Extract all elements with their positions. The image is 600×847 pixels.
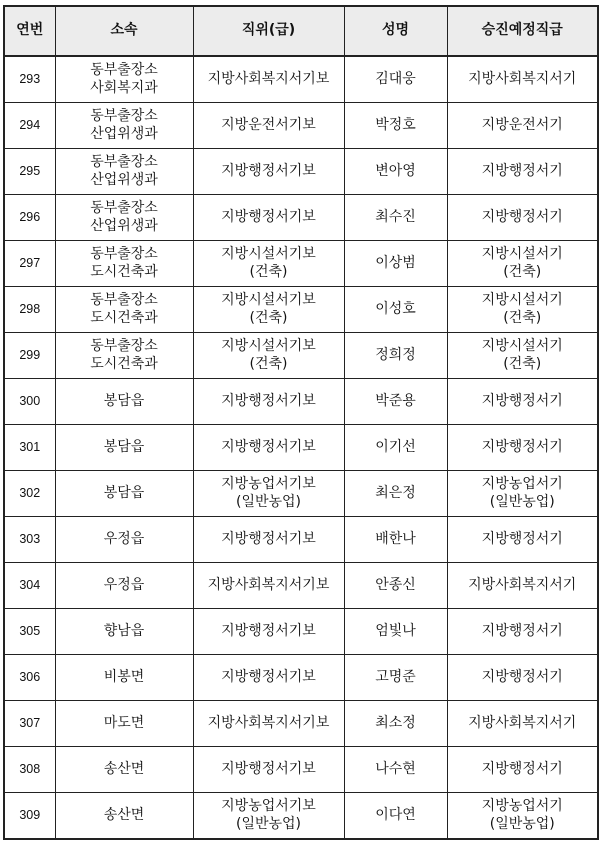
planned-promotion-grade-line: 지방행정서기 — [481, 622, 563, 639]
planned-promotion-grade-line: 지방행정서기 — [481, 392, 563, 409]
department-line: 동부출장소 — [90, 108, 158, 125]
department-line: 마도면 — [103, 714, 145, 731]
name-cell: 최소정 — [344, 701, 447, 747]
department-line: 향남읍 — [103, 622, 145, 639]
name-cell: 김대웅 — [344, 56, 447, 103]
position-grade-line: (일반농업) — [235, 815, 302, 832]
planned-promotion-grade-cell — [447, 425, 598, 471]
department-line: 동부출장소 — [90, 338, 158, 355]
name-cell: 나수현 — [344, 747, 447, 793]
position-grade-cell — [193, 563, 344, 609]
position-grade-cell — [193, 379, 344, 425]
name-cell: 이다연 — [344, 793, 447, 840]
department-cell — [55, 379, 193, 425]
header-row — [4, 6, 598, 56]
planned-promotion-grade-line: 지방행정서기 — [481, 208, 563, 225]
serial-number-cell: 300 — [4, 379, 55, 425]
planned-promotion-grade-line: (건축) — [503, 309, 542, 326]
table-row — [4, 655, 598, 701]
department-line: 동부출장소 — [90, 246, 158, 263]
position-grade-cell — [193, 287, 344, 333]
position-grade-line: 지방농업서기보 — [221, 476, 316, 493]
name-cell: 박준용 — [344, 379, 447, 425]
serial-number-cell: 303 — [4, 517, 55, 563]
name-cell: 안종신 — [344, 563, 447, 609]
table-row — [4, 56, 598, 103]
position-grade-cell — [193, 701, 344, 747]
planned-promotion-grade-line: (건축) — [503, 355, 542, 372]
position-grade-line: 지방행정서기보 — [221, 668, 316, 685]
table-body — [4, 56, 598, 839]
header-planned-promotion-grade: 승진예정직급 — [447, 6, 598, 56]
header-name: 성명 — [344, 6, 447, 56]
planned-promotion-grade-cell — [447, 241, 598, 287]
position-grade-cell — [193, 149, 344, 195]
serial-number-cell: 301 — [4, 425, 55, 471]
planned-promotion-grade-cell — [447, 563, 598, 609]
table-row — [4, 747, 598, 793]
position-grade-cell — [193, 471, 344, 517]
position-grade-line: 지방행정서기보 — [221, 392, 316, 409]
position-grade-cell — [193, 517, 344, 563]
department-cell — [55, 609, 193, 655]
name-cell: 이기선 — [344, 425, 447, 471]
department-line: 봉담읍 — [103, 438, 145, 455]
name-cell: 배한나 — [344, 517, 447, 563]
department-line: 동부출장소 — [90, 62, 158, 79]
planned-promotion-grade-line: 지방사회복지서기 — [468, 70, 577, 87]
table-row — [4, 103, 598, 149]
serial-number-cell: 302 — [4, 471, 55, 517]
planned-promotion-grade-line: 지방농업서기 — [481, 798, 563, 815]
department-line: 비봉면 — [103, 668, 145, 685]
department-cell — [55, 471, 193, 517]
name-cell: 박정호 — [344, 103, 447, 149]
department-line: 우정읍 — [103, 576, 145, 593]
table-row — [4, 563, 598, 609]
planned-promotion-grade-cell — [447, 701, 598, 747]
serial-number-cell: 296 — [4, 195, 55, 241]
planned-promotion-grade-line: (일반농업) — [489, 493, 555, 510]
position-grade-cell — [193, 333, 344, 379]
header-department: 소속 — [55, 6, 193, 56]
department-line: 산업위생과 — [90, 217, 158, 234]
department-cell — [55, 517, 193, 563]
position-grade-line: (일반농업) — [235, 493, 302, 510]
table-row — [4, 195, 598, 241]
department-line: 사회복지과 — [90, 79, 158, 96]
table-row — [4, 333, 598, 379]
position-grade-cell — [193, 425, 344, 471]
position-grade-line: 지방사회복지서기보 — [207, 714, 330, 731]
name-cell: 고명준 — [344, 655, 447, 701]
planned-promotion-grade-cell — [447, 747, 598, 793]
position-grade-line: 지방운전서기보 — [221, 116, 316, 133]
position-grade-line: 지방시설서기보 — [221, 338, 316, 355]
department-line: 동부출장소 — [90, 292, 158, 309]
planned-promotion-grade-line: (일반농업) — [489, 815, 555, 832]
planned-promotion-grade-cell — [447, 195, 598, 241]
serial-number-cell: 293 — [4, 56, 55, 103]
header-serial-number: 연번 — [4, 6, 55, 56]
planned-promotion-grade-cell — [447, 609, 598, 655]
position-grade-line: 지방행정서기보 — [221, 530, 316, 547]
serial-number-cell: 307 — [4, 701, 55, 747]
position-grade-cell — [193, 56, 344, 103]
department-line: 봉담읍 — [103, 484, 145, 501]
serial-number-cell: 295 — [4, 149, 55, 195]
table-row — [4, 241, 598, 287]
planned-promotion-grade-line: 지방시설서기 — [481, 292, 563, 309]
planned-promotion-grade-cell — [447, 149, 598, 195]
header-position-grade: 직위(급) — [193, 6, 344, 56]
serial-number-cell: 306 — [4, 655, 55, 701]
planned-promotion-grade-line: 지방사회복지서기 — [468, 576, 577, 593]
department-line: 산업위생과 — [90, 125, 158, 142]
department-cell — [55, 149, 193, 195]
table-row — [4, 287, 598, 333]
planned-promotion-grade-line: 지방행정서기 — [481, 162, 563, 179]
position-grade-line: 지방행정서기보 — [221, 162, 316, 179]
department-cell — [55, 241, 193, 287]
planned-promotion-grade-cell — [447, 333, 598, 379]
table-row — [4, 425, 598, 471]
department-cell — [55, 655, 193, 701]
department-cell — [55, 425, 193, 471]
planned-promotion-grade-line: 지방운전서기 — [481, 116, 563, 133]
planned-promotion-grade-cell — [447, 471, 598, 517]
serial-number-cell: 294 — [4, 103, 55, 149]
table-row — [4, 793, 598, 840]
planned-promotion-grade-line: 지방행정서기 — [481, 760, 563, 777]
department-cell — [55, 333, 193, 379]
department-cell — [55, 103, 193, 149]
planned-promotion-grade-cell — [447, 287, 598, 333]
department-cell — [55, 287, 193, 333]
position-grade-line: (건축) — [249, 309, 288, 326]
name-cell: 엄빛나 — [344, 609, 447, 655]
position-grade-cell — [193, 609, 344, 655]
serial-number-cell: 299 — [4, 333, 55, 379]
planned-promotion-grade-line: 지방사회복지서기 — [468, 714, 577, 731]
position-grade-line: 지방행정서기보 — [221, 208, 316, 225]
promotion-table — [3, 5, 599, 840]
department-line: 도시건축과 — [90, 309, 158, 326]
position-grade-line: 지방사회복지서기보 — [207, 70, 330, 87]
position-grade-line: 지방시설서기보 — [221, 246, 316, 263]
position-grade-cell — [193, 793, 344, 840]
planned-promotion-grade-cell — [447, 103, 598, 149]
serial-number-cell: 297 — [4, 241, 55, 287]
serial-number-cell: 298 — [4, 287, 55, 333]
table-row — [4, 149, 598, 195]
name-cell: 이상범 — [344, 241, 447, 287]
department-line: 우정읍 — [103, 530, 145, 547]
position-grade-cell — [193, 241, 344, 287]
department-line: 송산면 — [103, 806, 145, 823]
department-line: 동부출장소 — [90, 200, 158, 217]
serial-number-cell: 305 — [4, 609, 55, 655]
planned-promotion-grade-line: (건축) — [503, 263, 542, 280]
department-line: 도시건축과 — [90, 263, 158, 280]
planned-promotion-grade-line: 지방행정서기 — [481, 438, 563, 455]
position-grade-cell — [193, 195, 344, 241]
department-cell — [55, 195, 193, 241]
position-grade-line: 지방행정서기보 — [221, 438, 316, 455]
name-cell: 최은정 — [344, 471, 447, 517]
planned-promotion-grade-cell — [447, 56, 598, 103]
table-header — [4, 6, 598, 56]
position-grade-line: 지방행정서기보 — [221, 622, 316, 639]
department-line: 산업위생과 — [90, 171, 158, 188]
position-grade-line: (건축) — [249, 263, 288, 280]
planned-promotion-grade-cell — [447, 793, 598, 840]
serial-number-cell: 304 — [4, 563, 55, 609]
planned-promotion-grade-cell — [447, 655, 598, 701]
planned-promotion-grade-line: 지방행정서기 — [481, 668, 563, 685]
position-grade-line: 지방농업서기보 — [221, 798, 316, 815]
serial-number-cell: 309 — [4, 793, 55, 840]
department-line: 동부출장소 — [90, 154, 158, 171]
planned-promotion-grade-cell — [447, 517, 598, 563]
planned-promotion-grade-line: 지방농업서기 — [481, 476, 563, 493]
table-row — [4, 379, 598, 425]
department-cell — [55, 793, 193, 840]
table-row — [4, 517, 598, 563]
table-row — [4, 471, 598, 517]
position-grade-cell — [193, 655, 344, 701]
position-grade-line: (건축) — [249, 355, 288, 372]
name-cell: 정희정 — [344, 333, 447, 379]
department-cell — [55, 563, 193, 609]
name-cell: 이성호 — [344, 287, 447, 333]
name-cell: 변아영 — [344, 149, 447, 195]
department-cell — [55, 701, 193, 747]
department-cell — [55, 747, 193, 793]
position-grade-line: 지방사회복지서기보 — [207, 576, 330, 593]
position-grade-line: 지방행정서기보 — [221, 760, 316, 777]
planned-promotion-grade-line: 지방시설서기 — [481, 338, 563, 355]
department-cell — [55, 56, 193, 103]
planned-promotion-grade-line: 지방행정서기 — [481, 530, 563, 547]
department-line: 도시건축과 — [90, 355, 158, 372]
table-row — [4, 701, 598, 747]
position-grade-cell — [193, 747, 344, 793]
serial-number-cell: 308 — [4, 747, 55, 793]
planned-promotion-grade-line: 지방시설서기 — [481, 246, 563, 263]
name-cell: 최수진 — [344, 195, 447, 241]
department-line: 봉담읍 — [103, 392, 145, 409]
position-grade-cell — [193, 103, 344, 149]
department-line: 송산면 — [103, 760, 145, 777]
table-row — [4, 609, 598, 655]
position-grade-line: 지방시설서기보 — [221, 292, 316, 309]
planned-promotion-grade-cell — [447, 379, 598, 425]
